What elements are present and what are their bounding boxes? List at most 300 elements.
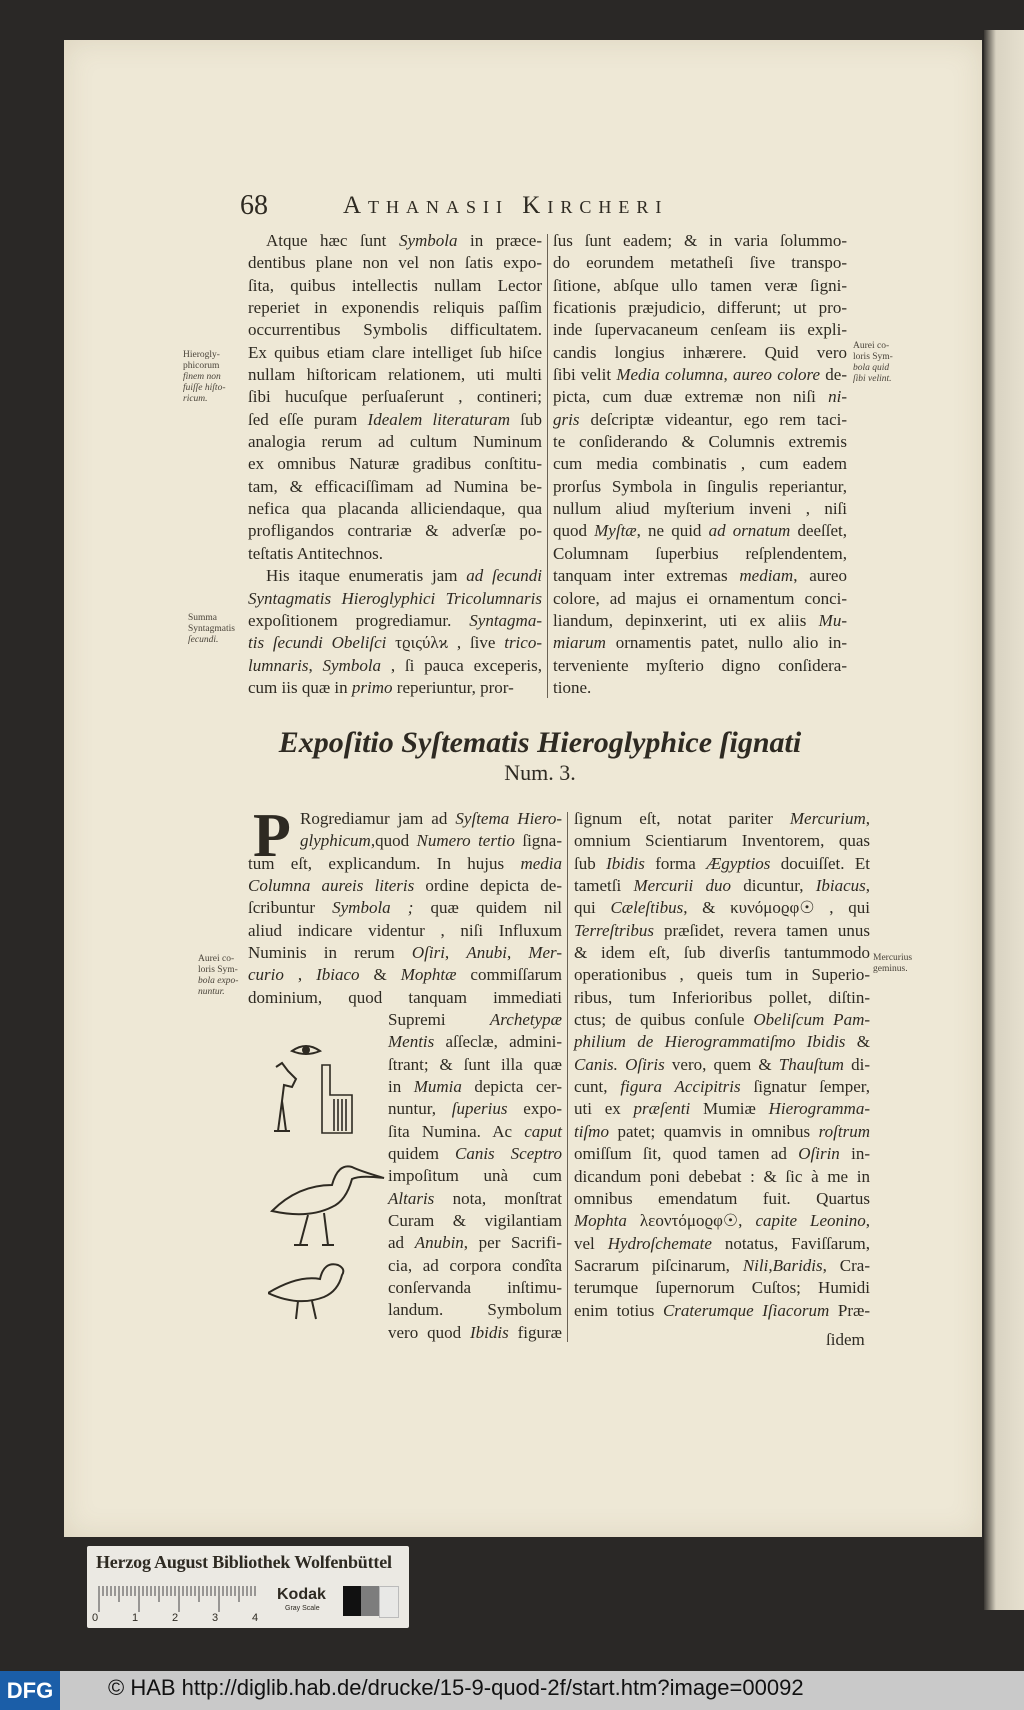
- margin-note-aurei-quid: [853, 341, 893, 385]
- text-segment: omiſſum ſit, quod tamen ad: [574, 1144, 799, 1164]
- italic-segment: Symbola: [322, 655, 382, 675]
- text-segment: ornamentis patet, nullo alio in-: [605, 633, 847, 653]
- text-line: [574, 987, 870, 1009]
- text-line: [574, 875, 870, 897]
- italic-segment: Hierogramma-: [768, 1099, 870, 1119]
- margin-note-line: Hierogly-: [183, 350, 220, 360]
- text-segment: nefica qua placanda alliciendaque, qua: [248, 499, 542, 519]
- text-segment: aſſeclæ, admini-: [434, 1032, 562, 1052]
- text-segment: ,: [865, 876, 870, 896]
- italic-segment: Media columna: [616, 365, 724, 385]
- text-segment: teſtatis Antitechnos.: [248, 543, 384, 563]
- text-segment: &: [845, 1032, 870, 1052]
- italic-segment: Syſtema Hiero-: [455, 809, 562, 828]
- italic-segment: Syntagmatis Hieroglyphici Tricolumnaris: [248, 588, 542, 608]
- text-segment: quidem: [388, 1144, 455, 1164]
- ruler-tick-label: 0: [92, 1612, 99, 1624]
- text-segment: præſidet, revera tamen unus: [654, 920, 870, 940]
- italic-segment: Oſiri: [411, 943, 445, 963]
- italic-segment: Terreſtribus: [574, 920, 654, 940]
- italic-segment: Syntagma-: [469, 610, 542, 630]
- text-segment: ſtrant; & ſunt illa quæ: [388, 1054, 562, 1074]
- text-segment: ad: [388, 1233, 415, 1253]
- italic-segment: miarum: [553, 633, 606, 653]
- margin-note-summa: [188, 613, 235, 646]
- text-line: [248, 319, 542, 341]
- text-line: [248, 655, 542, 677]
- text-segment: docuiſſet. Et: [770, 853, 871, 873]
- text-segment: nota, monſtrat: [434, 1188, 562, 1208]
- text-segment: , Cra-: [822, 1255, 870, 1275]
- text-segment: profligandos contrariæ & adverſæ po-: [248, 521, 542, 541]
- text-segment: Ex quibus etiam clare intelliget ſub hiſce: [248, 342, 542, 362]
- text-segment: ,quod: [370, 831, 417, 851]
- margin-note-line: phicorum: [183, 361, 220, 371]
- italic-segment: Mer-: [528, 943, 562, 963]
- text-segment: vero, quem &: [664, 1054, 779, 1074]
- text-segment: Mumiæ: [690, 1099, 769, 1119]
- text-segment: Sacrarum piſcinarum,: [574, 1255, 743, 1275]
- running-title: Athanasii Kircheri: [343, 192, 669, 219]
- text-line: [248, 498, 542, 520]
- italic-segment: Anubi: [466, 943, 507, 963]
- text-line: [248, 875, 562, 897]
- italic-segment: Ibidis: [606, 853, 645, 873]
- italic-segment: caput: [524, 1121, 562, 1141]
- text-line: [388, 1165, 562, 1187]
- margin-note-line: ricum.: [183, 394, 208, 404]
- hawk-icon: [268, 1264, 343, 1319]
- text-line: [248, 520, 542, 542]
- text-segment: analogia rerum ad cultum Numinum: [248, 432, 542, 452]
- text-segment: impoſitum unà cum: [388, 1166, 562, 1186]
- swatch-white: [379, 1586, 399, 1618]
- text-segment: de-: [820, 365, 847, 385]
- margin-note-line: bola quid: [853, 363, 890, 373]
- text-line: [388, 1299, 562, 1321]
- italic-segment: Ibiacus: [815, 876, 866, 896]
- italic-segment: Archetypæ: [489, 1010, 562, 1029]
- kodak-brand: Kodak: [277, 1586, 326, 1603]
- text-segment: dentibus plane non vel non ſatis expo-: [248, 253, 542, 273]
- text-line: [388, 1255, 562, 1277]
- swatch-gray: [361, 1586, 379, 1616]
- text-line: [574, 942, 870, 964]
- ibis-icon: [272, 1166, 384, 1245]
- italic-segment: Mercurii duo: [633, 876, 731, 896]
- text-line: [553, 520, 847, 542]
- text-segment: ſitione, abſque ullo tamen veræ ſigni-: [553, 275, 847, 295]
- text-segment: nuntur,: [388, 1099, 452, 1119]
- text-segment: enim totius: [574, 1300, 663, 1320]
- italic-segment: Symbola: [398, 231, 458, 250]
- text-line: [388, 1031, 562, 1053]
- margin-note-line: Mercurius: [873, 953, 913, 963]
- catchword: ſidem: [826, 1330, 865, 1349]
- copyright-link[interactable]: © HAB http://diglib.hab.de/drucke/15-9-quod-2f/start.htm?image=00092: [108, 1675, 804, 1700]
- text-segment: Curam & vigilantiam: [388, 1211, 562, 1231]
- swatch-black: [343, 1586, 361, 1616]
- text-segment: ſignum eſt, notat pariter: [574, 809, 790, 828]
- text-segment: reperiuntur, pror-: [392, 677, 514, 697]
- bottom-left-narrow-column: [388, 1009, 562, 1344]
- italic-segment: capite Leonino: [755, 1211, 866, 1231]
- margin-note-line: ſibi velint.: [853, 374, 892, 384]
- text-segment: landum. Symbolum: [388, 1300, 562, 1320]
- margin-note-line: Summa: [188, 613, 218, 623]
- ruler-tick-label: 3: [212, 1612, 219, 1624]
- text-line: [553, 588, 847, 610]
- text-line: [388, 1210, 562, 1232]
- text-segment: dominium, quod tanquam immediati: [248, 987, 562, 1007]
- altar-icon: [322, 1065, 352, 1133]
- text-line: [553, 431, 847, 453]
- text-segment: &: [359, 965, 401, 985]
- text-segment: ,: [723, 365, 733, 385]
- text-segment: cum iis quæ in: [248, 677, 352, 697]
- text-line: [388, 1232, 562, 1254]
- text-segment: cum media combinatis , cum eadem: [553, 454, 847, 474]
- text-segment: ſcribuntur: [248, 898, 333, 918]
- text-line: [248, 275, 542, 297]
- jackal-scepter-icon: [274, 1063, 296, 1131]
- text-line: [574, 808, 870, 830]
- text-segment: quod: [553, 521, 595, 541]
- text-line: [248, 297, 542, 319]
- text-line: [388, 1188, 562, 1210]
- column-divider: [547, 234, 548, 698]
- text-line: [553, 342, 847, 364]
- text-line: [574, 1233, 870, 1255]
- dfg-logo: DFG: [0, 1671, 60, 1710]
- margin-note-mercurius: [873, 953, 912, 975]
- text-line: [248, 920, 562, 942]
- text-segment: ſita, quibus intellectis nullam Lector: [248, 275, 542, 295]
- bottom-left-column: [248, 802, 563, 1009]
- text-segment: ſibi hucuſque perſuaſerunt , contineri;: [248, 387, 542, 407]
- text-segment: , aureo: [793, 566, 847, 586]
- text-segment: nullam hiſtoricam relationem, uti multi: [248, 365, 542, 385]
- text-line: [574, 1076, 870, 1098]
- text-line: [574, 1031, 870, 1053]
- text-line: [574, 853, 870, 875]
- text-segment: Rogrediamur jam ad: [300, 809, 456, 828]
- text-segment: His itaque enumeratis jam: [266, 566, 467, 586]
- text-segment: nullum aliud myſterium inveni , niſi: [553, 499, 847, 519]
- italic-segment: primo: [351, 677, 393, 697]
- text-line: [248, 830, 562, 852]
- text-line: [248, 942, 562, 964]
- text-segment: in præce-: [457, 231, 542, 250]
- text-segment: inde ſupervacaneum cenſeam iis expli-: [553, 320, 847, 340]
- text-line: [248, 853, 562, 875]
- text-segment: , & κυνόμοϱφ☉ , qui: [683, 898, 870, 918]
- text-segment: Numinis in rerum: [248, 943, 412, 963]
- text-segment: expoſitionem progrediamur.: [248, 610, 470, 630]
- text-segment: tum eſt, explicandum. In hujus: [248, 853, 521, 873]
- text-segment: ,: [506, 943, 529, 963]
- text-segment: te conſiderando & Columnis extremis: [553, 432, 847, 452]
- ruler-tick-label: 2: [172, 1612, 179, 1624]
- text-line: [553, 610, 847, 632]
- text-segment: , ſi pauca exceperis,: [381, 655, 543, 675]
- text-line: [553, 230, 847, 252]
- italic-segment: Mercurium: [789, 809, 866, 828]
- top-right-column: [553, 230, 847, 699]
- text-line: [248, 364, 542, 386]
- text-segment: ſed eſſe puram: [248, 409, 368, 429]
- italic-segment: Mophta: [574, 1211, 627, 1231]
- margin-note-line: Aurei co-: [198, 954, 235, 964]
- italic-segment: Oſirin: [798, 1144, 840, 1164]
- text-segment: depicta cer-: [461, 1077, 562, 1097]
- text-segment: ordine depicta de-: [414, 876, 562, 896]
- italic-segment: Cæleſtibus: [610, 898, 684, 918]
- italic-segment: Myſtæ: [594, 521, 637, 541]
- text-line: [248, 610, 542, 632]
- text-segment: picta, cum duæ extremæ non niſi: [553, 387, 829, 407]
- text-line: [248, 897, 562, 919]
- italic-segment: præſenti: [633, 1099, 691, 1119]
- color-reference-card: [87, 1546, 409, 1628]
- text-line: [553, 364, 847, 386]
- text-segment: liandum, depinxerint, uti ex aliis: [553, 610, 819, 630]
- text-line: [553, 655, 847, 677]
- margin-note-aurei-exponuntur: [198, 954, 238, 998]
- text-segment: ,: [865, 809, 870, 828]
- italic-segment: media: [520, 853, 562, 873]
- text-segment: Atque hæc ſunt: [266, 231, 399, 250]
- text-segment: prorſus Symbola in ſingulis reperiantur,: [553, 476, 847, 496]
- text-segment: ſibi velit: [553, 365, 617, 385]
- italic-segment: Thauſtum: [778, 1054, 844, 1074]
- text-line: [553, 252, 847, 274]
- margin-note-line: bola expo-: [198, 976, 239, 986]
- text-line: [388, 1076, 562, 1098]
- text-line: [388, 1143, 562, 1165]
- text-segment: in: [388, 1077, 414, 1097]
- italic-segment: Mophtæ: [400, 965, 457, 985]
- margin-note-line: loris Sym-: [853, 352, 893, 362]
- italic-segment: gris: [553, 409, 580, 429]
- text-line: [574, 1143, 870, 1165]
- section-number: Num. 3.: [504, 760, 576, 785]
- italic-segment: Columna aureis literis: [248, 876, 415, 896]
- text-segment: Supremi: [388, 1010, 490, 1029]
- italic-segment: Idealem literaturam: [367, 409, 510, 429]
- text-segment: τϱιςύλϰ , ſive: [386, 633, 505, 653]
- text-segment: ,: [308, 655, 323, 675]
- italic-segment: Ibiaco: [316, 965, 360, 985]
- text-segment: ſita Numina. Ac: [388, 1121, 525, 1141]
- text-line: [574, 1166, 870, 1188]
- text-segment: ,: [865, 1211, 871, 1231]
- ruler: [97, 1584, 257, 1612]
- page-number: 68: [240, 190, 268, 221]
- text-segment: candis longius inhærere. Quid vero: [553, 342, 847, 362]
- italic-segment: ad ornatum: [708, 521, 791, 541]
- text-line: [248, 964, 562, 986]
- italic-segment: ſuperius: [451, 1099, 508, 1119]
- margin-note-line: Aurei co-: [853, 341, 890, 351]
- text-line: [553, 319, 847, 341]
- card-title: Herzog August Bibliothek Wolfenbüttel: [96, 1552, 392, 1572]
- text-line: [574, 897, 870, 919]
- margin-note-line: fuiſſe hiſto-: [183, 383, 226, 393]
- text-segment: forma: [644, 853, 707, 873]
- italic-segment: curio: [248, 965, 284, 985]
- text-line: [388, 1322, 562, 1344]
- text-line: [574, 1054, 870, 1076]
- text-line: [553, 453, 847, 475]
- text-line: [388, 1121, 562, 1143]
- gray-scale-label: Gray Scale: [285, 1605, 320, 1612]
- text-segment: ſub: [510, 409, 542, 429]
- text-line: [248, 230, 542, 252]
- text-segment: ficationis præjudicio, differunt; ut pro-: [553, 298, 847, 318]
- text-line: [574, 1098, 870, 1120]
- text-segment: ſub: [574, 853, 607, 873]
- italic-segment: Canis. Oſiris: [574, 1054, 665, 1074]
- text-line: [553, 677, 847, 699]
- text-segment: dicandum poni debebat : & ſic à me in: [574, 1166, 870, 1186]
- margin-note-hieroglyphicorum: [183, 350, 225, 405]
- text-segment: conſervanda inſtimu-: [388, 1278, 562, 1298]
- italic-segment: Anubin: [414, 1233, 464, 1253]
- text-line: [388, 1098, 562, 1120]
- text-segment: terumque ſupernorum Cuſtos; Humidi: [574, 1278, 870, 1298]
- text-segment: operationibus , queis tum in Superio-: [574, 965, 870, 985]
- text-segment: occurrentibus Symbolis difficultatem.: [248, 320, 542, 340]
- text-segment: ,: [444, 943, 467, 963]
- text-line: [248, 476, 542, 498]
- text-segment: figuræ: [508, 1322, 562, 1342]
- margin-note-line: nuntur.: [198, 987, 225, 997]
- text-line: [553, 297, 847, 319]
- text-line: [248, 808, 562, 830]
- margin-note-line: loris Sym-: [198, 965, 238, 975]
- italic-segment: lumnaris: [248, 655, 309, 675]
- italic-segment: Ibidis: [469, 1322, 509, 1342]
- ruler-tick-label: 1: [132, 1612, 139, 1624]
- top-left-column: [248, 230, 542, 699]
- text-line: [248, 342, 542, 364]
- text-segment: ſigna-: [514, 831, 563, 851]
- text-segment: tione.: [553, 677, 592, 697]
- italic-segment: Altaris: [388, 1188, 435, 1208]
- text-segment: uti ex: [574, 1099, 634, 1119]
- margin-note-line: Syntagmatis: [188, 624, 235, 634]
- text-line: [574, 1009, 870, 1031]
- italic-segment: Symbola ;: [332, 898, 414, 918]
- text-line: [574, 1300, 870, 1322]
- text-line: [574, 1255, 870, 1277]
- text-segment: patet; quamvis in omnibus: [608, 1121, 819, 1141]
- text-segment: ex omnibus Naturæ gradibus conſtitu-: [248, 454, 542, 474]
- text-line: [574, 1188, 870, 1210]
- italic-segment: roſtrum: [818, 1121, 870, 1141]
- text-line: [248, 588, 542, 610]
- text-line: [553, 498, 847, 520]
- text-segment: ctus; de quibus conſule: [574, 1010, 754, 1030]
- text-segment: tam, & efficaciſſimam ad Numina be-: [248, 476, 542, 496]
- footer-bar: [0, 1671, 1024, 1710]
- italic-segment: ad ſecundi: [466, 566, 542, 586]
- margin-note-line: ſecundi.: [188, 635, 219, 645]
- text-segment: λεοντόμοϱφ☉,: [626, 1211, 756, 1231]
- italic-segment: philium de Hierogrammatiſmo Ibidis: [574, 1032, 846, 1052]
- italic-segment: ni-: [828, 387, 847, 407]
- text-line: [553, 275, 847, 297]
- text-line: [553, 409, 847, 431]
- text-line: [574, 1121, 870, 1143]
- text-segment: commiſſarum: [456, 965, 563, 985]
- text-line: [248, 453, 542, 475]
- text-segment: cia, ad corpora condîta: [388, 1255, 562, 1275]
- hieroglyph-illustrations: [268, 1035, 388, 1335]
- text-line: [574, 1210, 870, 1232]
- text-line: [248, 677, 542, 699]
- text-line: [553, 476, 847, 498]
- text-segment: Præ-: [829, 1300, 870, 1320]
- italic-segment: aureo colore: [733, 365, 821, 385]
- text-segment: omnium Scientiarum Inventorem, quas: [574, 831, 870, 851]
- text-segment: vero quod: [388, 1322, 470, 1342]
- text-segment: deſcriptæ videantur, ego rem taci-: [579, 409, 847, 429]
- text-line: [574, 920, 870, 942]
- text-line: [248, 632, 542, 654]
- text-segment: ribus, tum Inferioribus pollet, diſtin-: [574, 987, 870, 1007]
- text-segment: colore, ad majus ei ornamentum conci-: [553, 588, 847, 608]
- italic-segment: Canis Sceptro: [455, 1144, 562, 1164]
- italic-segment: Obeliſcum Pam-: [753, 1010, 871, 1030]
- column-divider: [567, 812, 568, 1342]
- italic-segment: Hydroſchemate: [607, 1233, 712, 1253]
- italic-segment: Craterumque Iſiacorum: [662, 1300, 830, 1320]
- text-segment: omnibus emendatum fuit. Quartus: [574, 1188, 870, 1208]
- bottom-right-column: [574, 808, 870, 1322]
- text-line: [248, 565, 542, 587]
- section-title: Expoſitio Syſtematis Hieroglyphice ſignati: [278, 726, 802, 759]
- margin-note-line: finem non: [183, 372, 221, 382]
- text-segment: , per Sacrifi-: [463, 1233, 562, 1253]
- italic-segment: Numero tertio: [416, 831, 515, 851]
- ruler-tick-label: 4: [252, 1612, 259, 1624]
- text-line: [553, 543, 847, 565]
- italic-segment: mediam: [739, 566, 794, 586]
- text-segment: ſignatur ſemper,: [740, 1077, 870, 1097]
- text-segment: expo-: [507, 1099, 562, 1119]
- text-line: [388, 1277, 562, 1299]
- text-line: [388, 1009, 562, 1031]
- italic-segment: glyphicum: [300, 831, 371, 851]
- italic-segment: trico-: [504, 633, 542, 653]
- eye-symbol-icon: [292, 1046, 320, 1054]
- text-line: [553, 565, 847, 587]
- text-line: [574, 1277, 870, 1299]
- text-segment: cunt,: [574, 1077, 621, 1097]
- text-segment: aliud indicare videntur , niſi Influxum: [248, 920, 562, 940]
- text-segment: dicuntur,: [731, 876, 816, 896]
- text-segment: ſus ſunt eadem; & in varia ſolummo-: [553, 231, 847, 250]
- text-segment: vel: [574, 1233, 608, 1253]
- text-segment: qui: [574, 898, 611, 918]
- italic-segment: Ægyptios: [706, 853, 771, 873]
- text-line: [248, 252, 542, 274]
- drop-cap: P: [253, 802, 291, 870]
- text-segment: tanquam inter extremas: [553, 566, 740, 586]
- text-line: [248, 409, 542, 431]
